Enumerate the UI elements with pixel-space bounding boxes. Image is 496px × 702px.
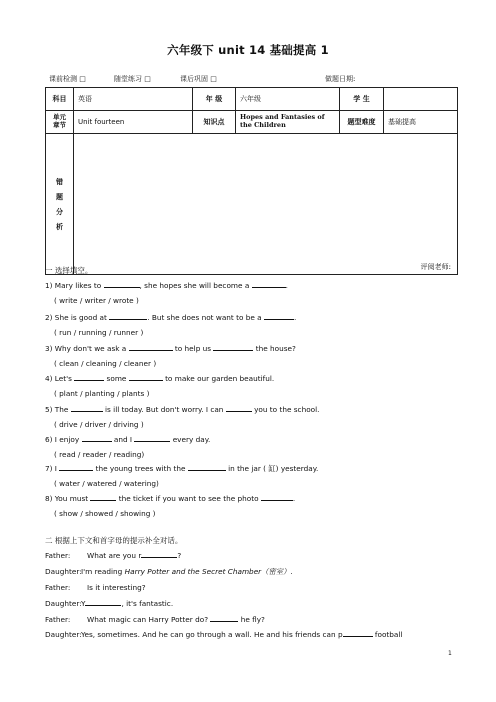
- answer-blank[interactable]: [134, 435, 170, 442]
- question-text: and I: [111, 435, 135, 444]
- reviewer-label: 评阅老师:: [420, 263, 451, 271]
- question-text: to make our garden beautiful.: [162, 374, 275, 383]
- answer-blank[interactable]: [226, 405, 252, 412]
- answer-blank[interactable]: [74, 374, 104, 381]
- dialogue-line: [45, 615, 265, 624]
- question-options: ( water / watered / watering): [54, 479, 159, 488]
- dialogue-speaker: Father:: [45, 551, 71, 560]
- answer-blank[interactable]: [252, 281, 286, 288]
- answer-blank[interactable]: [59, 464, 93, 471]
- dialogue-text: I'm reading: [81, 567, 125, 576]
- pre-check-label: 课前检测 □: [49, 75, 86, 83]
- dialogue-text: What magic can Harry Potter do?: [87, 615, 211, 624]
- question-text: 6) I enjoy: [45, 435, 82, 444]
- student-label: 学 生: [340, 88, 384, 111]
- question-options: ( write / writer / wrote ): [54, 296, 139, 305]
- question-text: every day.: [170, 435, 211, 444]
- question-line: [45, 405, 319, 414]
- dialogue-line: [45, 630, 402, 639]
- question-line: [45, 374, 274, 383]
- dialogue-speaker: Daughter:: [45, 567, 82, 576]
- class-practice-label: 随堂练习 □: [114, 75, 151, 83]
- question-text: 8) You must: [45, 494, 91, 503]
- dialogue-speaker: Father:: [45, 615, 71, 624]
- date-label: 做题日期:: [325, 75, 356, 83]
- question-options: ( show / showed / showing ): [54, 509, 156, 518]
- question-line: [45, 494, 295, 503]
- subject-value: 英语: [74, 88, 193, 111]
- question-text: 3) Why don't we ask a: [45, 344, 129, 353]
- answer-blank[interactable]: [188, 464, 226, 471]
- question-line: [45, 281, 288, 290]
- dialogue-text: Y: [81, 599, 86, 608]
- dialogue-line: [45, 567, 293, 577]
- difficulty-value: 基础提高: [384, 111, 458, 134]
- question-text: . But she does not want to be a: [147, 313, 264, 322]
- dialogue-line: [45, 599, 173, 608]
- difficulty-label: 题型难度: [340, 111, 384, 134]
- question-options: ( plant / planting / plants ): [54, 389, 150, 398]
- question-text: 4) Let's: [45, 374, 75, 383]
- answer-blank[interactable]: [261, 494, 296, 503]
- dialogue-text: he fly?: [238, 615, 265, 624]
- answer-blank[interactable]: [109, 313, 147, 320]
- dialogue-text: Yes, sometimes. And he can go through a wall. He and his friends can p: [81, 630, 343, 639]
- question-text: .: [285, 281, 288, 290]
- question-text: .: [293, 313, 297, 322]
- question-line: [45, 464, 318, 474]
- section2-heading: 二 根据上下文和首字母的提示补全对话。: [45, 536, 183, 545]
- answer-blank[interactable]: [71, 405, 103, 412]
- dialogue-speaker: Father:: [45, 583, 71, 592]
- question-text: 1) Mary likes to: [45, 281, 104, 290]
- question-line: [45, 435, 210, 444]
- section1-heading: 一 选择填空。: [45, 266, 93, 275]
- question-text: the house?: [253, 344, 296, 353]
- dialogue-text: football: [372, 630, 403, 639]
- question-options: ( drive / driver / driving ): [54, 420, 144, 429]
- book-title: Harry Potter and the Secret Chamber（密室）: [124, 567, 291, 576]
- page-title: 六年级下 unit 14 基础提高 1: [167, 43, 329, 57]
- question-text: .: [292, 494, 296, 503]
- error-analysis-area[interactable]: [74, 134, 458, 275]
- after-class-label: 课后巩固 □: [180, 75, 217, 83]
- answer-blank[interactable]: [90, 494, 116, 501]
- answer-blank[interactable]: [104, 281, 140, 288]
- question-text: 5) The: [45, 405, 71, 414]
- page-number: 1: [448, 650, 452, 657]
- question-options: ( clean / cleaning / cleaner ): [54, 359, 157, 368]
- grade-value: 六年级: [236, 88, 340, 111]
- answer-blank[interactable]: [85, 599, 121, 606]
- info-table: [45, 87, 458, 275]
- dialogue-line: [45, 583, 146, 592]
- question-text: the young trees with the: [93, 464, 188, 473]
- dialogue-speaker: Daughter:: [45, 599, 82, 608]
- error-analysis-label: 错 题 分 析: [46, 134, 74, 275]
- answer-blank[interactable]: [264, 313, 297, 322]
- question-options: ( read / reader / reading): [54, 450, 145, 459]
- answer-blank[interactable]: [141, 551, 177, 558]
- answer-blank[interactable]: [210, 615, 238, 622]
- question-text: some: [104, 374, 129, 383]
- dialogue-text: .: [290, 567, 293, 576]
- grade-label: 年 级: [193, 88, 236, 111]
- question-text: is ill today. But don't worry. I can: [102, 405, 226, 414]
- student-value: [384, 88, 458, 111]
- answer-blank[interactable]: [343, 630, 373, 637]
- unit-value: Unit fourteen: [74, 111, 193, 134]
- knowledge-value: Hopes and Fantasies of the Children: [236, 111, 340, 134]
- unit-label: 单元章节: [46, 111, 74, 134]
- question-text: you to the school.: [251, 405, 320, 414]
- question-text: the ticket if you want to see the photo: [116, 494, 261, 503]
- dialogue-line: [45, 551, 181, 560]
- subject-label: 科目: [46, 88, 74, 111]
- dialogue-text: ?: [177, 551, 182, 560]
- answer-blank[interactable]: [129, 344, 173, 351]
- answer-blank[interactable]: [213, 344, 253, 351]
- knowledge-label: 知识点: [193, 111, 236, 134]
- question-options: ( run / running / runner ): [54, 328, 144, 337]
- question-text: to help us: [172, 344, 214, 353]
- question-text: 2) She is good at: [45, 313, 110, 322]
- question-text: 7) I: [45, 464, 60, 473]
- answer-blank[interactable]: [129, 374, 163, 381]
- question-text: in the jar ( 缸) yesterday.: [225, 464, 319, 473]
- answer-blank[interactable]: [82, 435, 112, 442]
- dialogue-text: , it's fantastic.: [121, 599, 174, 608]
- dialogue-text: What are you r: [87, 551, 142, 560]
- question-text: , she hopes she will become a: [139, 281, 252, 290]
- question-line: [45, 313, 296, 322]
- question-line: [45, 344, 296, 353]
- dialogue-speaker: Daughter:: [45, 630, 82, 639]
- dialogue-text: Is it interesting?: [87, 583, 146, 592]
